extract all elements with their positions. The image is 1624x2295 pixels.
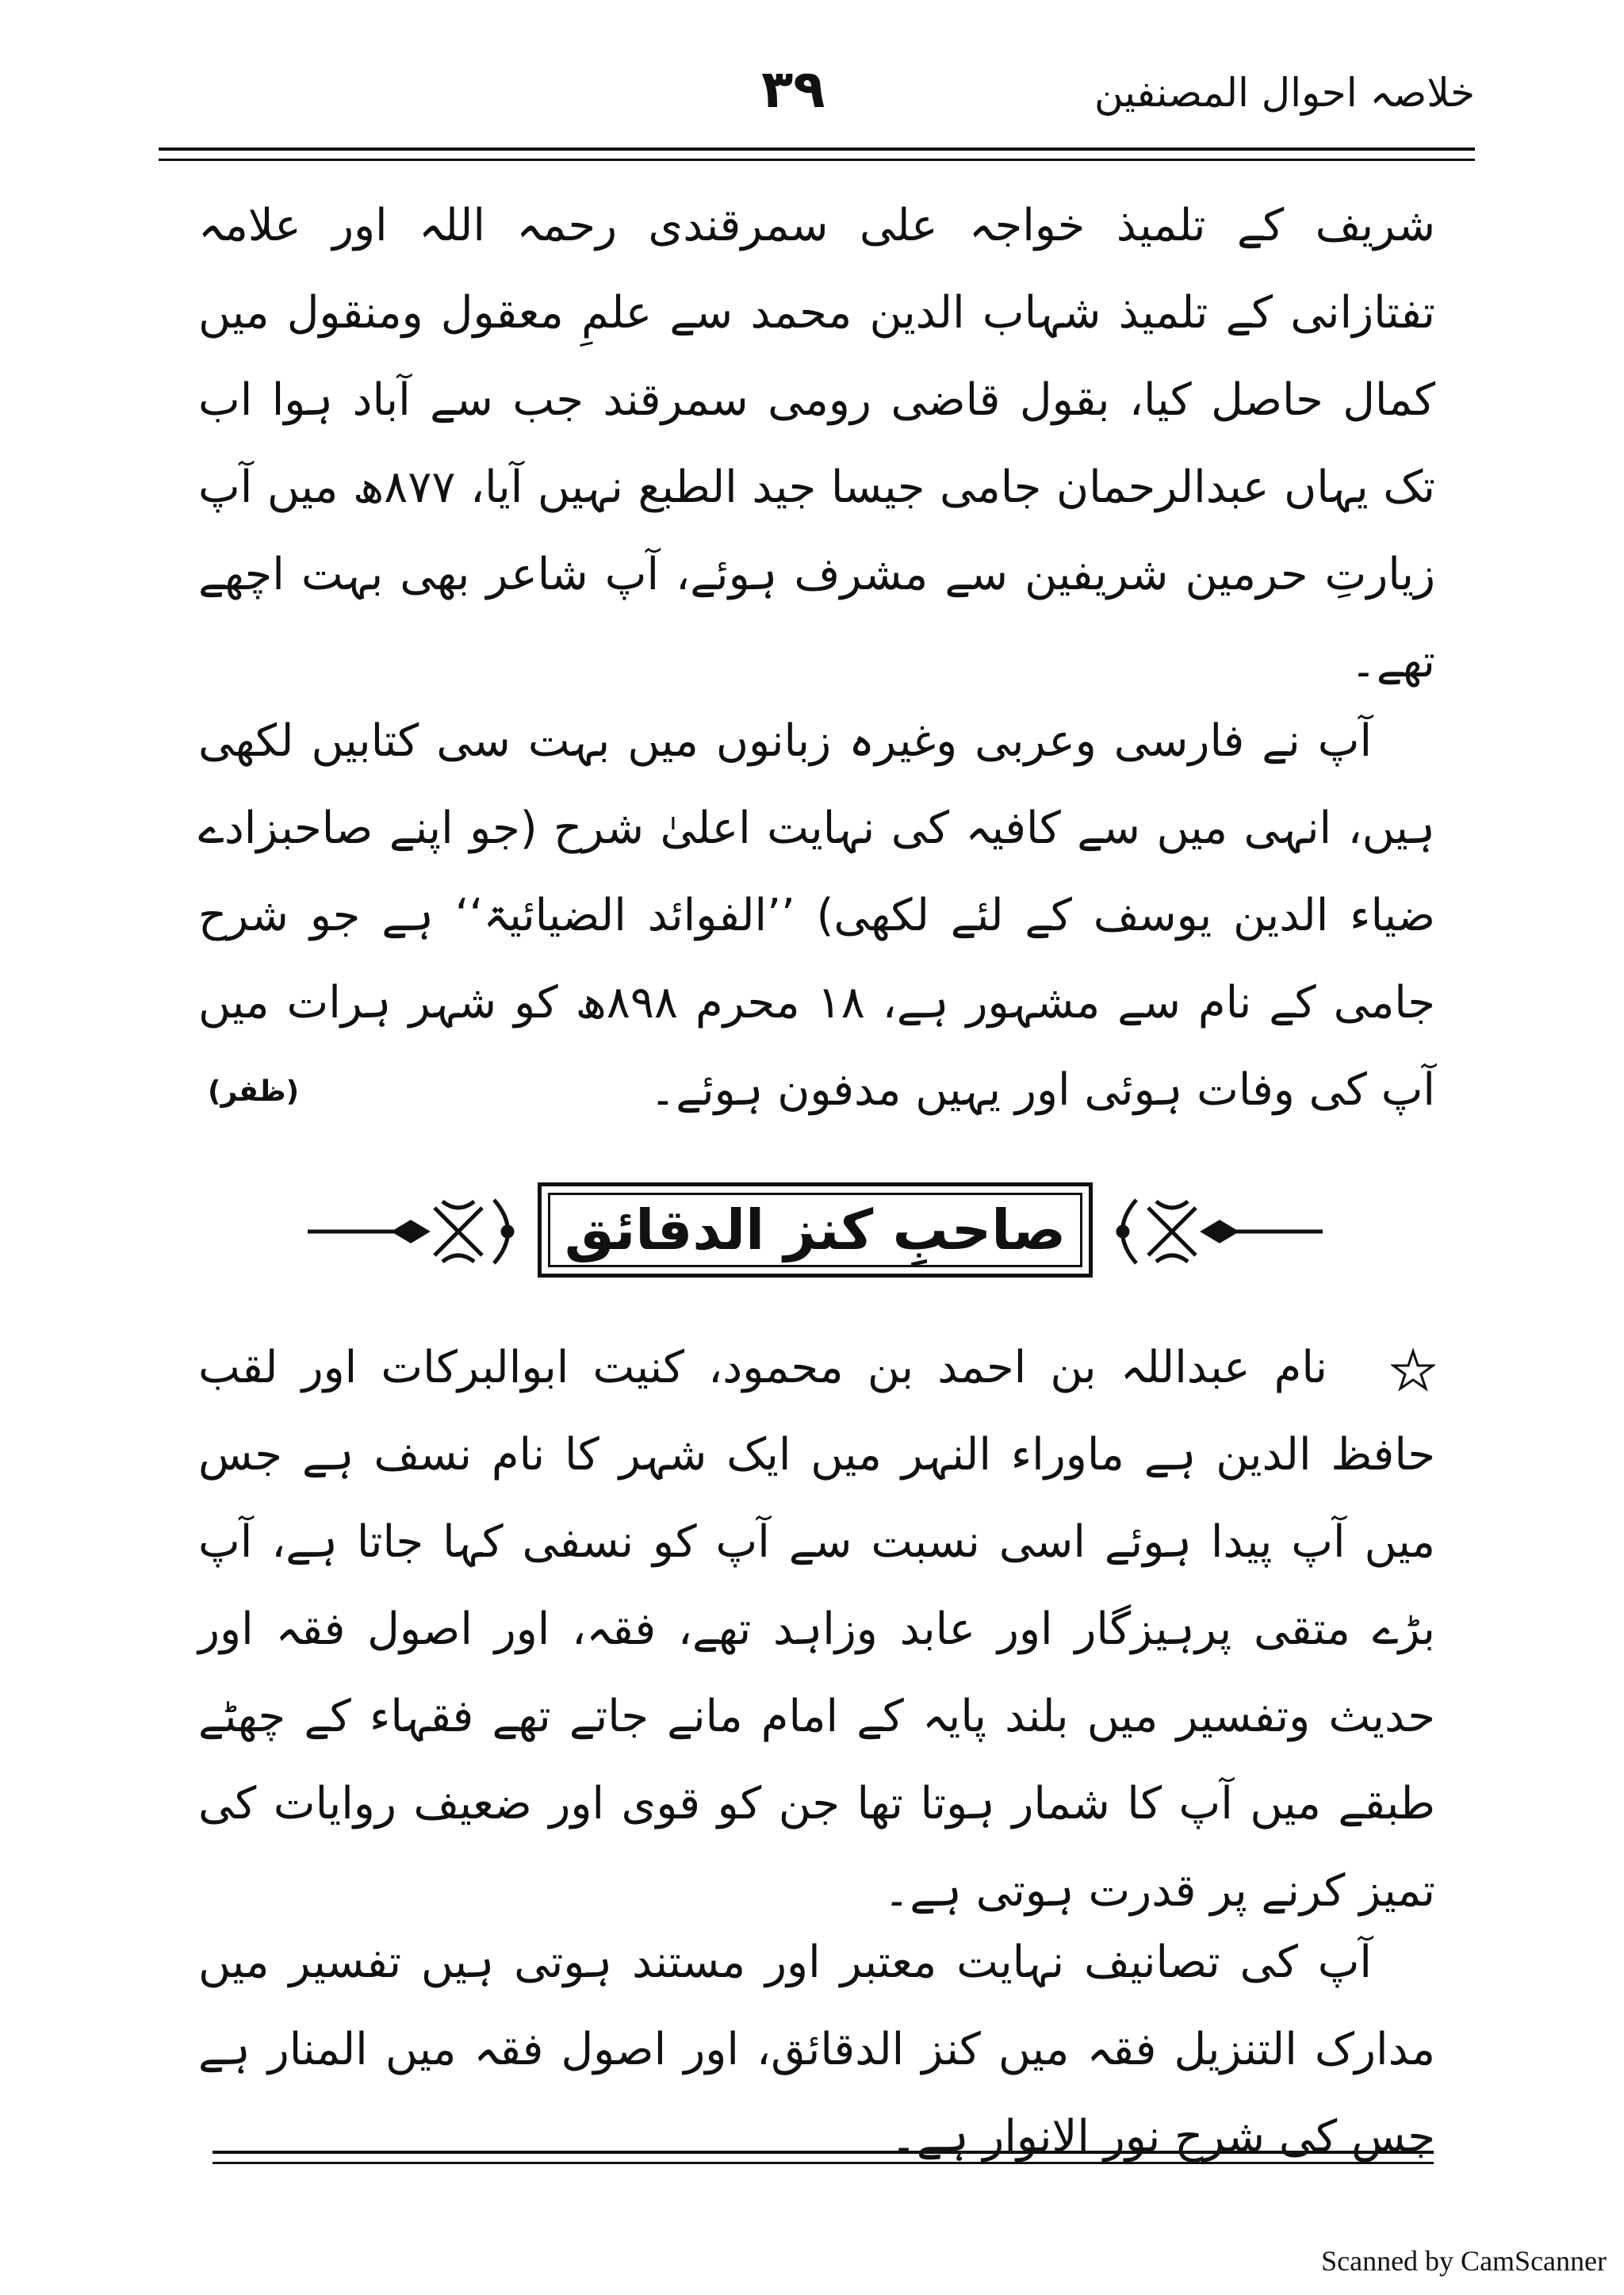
paragraph: آپ نے فارسی وعربی وغیرہ زبانوں میں بہت سی کتابیں لکھی ہیں، انہی میں سے کافیہ کی نہایت اعلیٰ شرح (جو اپنے صاحبزادے ضیاء الدین یوسف کے لئے لکھی) ’’الفوائد الضیائیۃ‘‘ ہے جو شرح جامی کے نام سے مشہور ہے، ۱۸ محرم ۸۹۸ھ کو شہر ہرات میں آپ کی وفات ہوئی اور یہیں مدفون ہوئے۔ [198,715,1435,1116]
section-heading-frame [538,1182,1093,1278]
header-rule-top [159,148,1475,151]
page-header [159,56,1475,143]
ornament-right [1101,1192,1331,1271]
source-note: (ظفر) [208,1075,300,1108]
paragraph-text: نام عبداللہ بن احمد بن محمود، کنیت ابوالبرکات اور لقب حافظ الدین ہے ماوراء النہر میں ایک شہر کا نام نسف ہے جس میں آپ پیدا ہوئے اسی نسبت سے آپ کو نسفی کہا جاتا ہے، آپ بڑے متقی پرہیزگار اور عابد وزاہد تھے، فقہ، اور اصول فقہ اور حدیث وتفسیر میں بلند پایہ کے امام مانے جاتے تھے فقہاء کے چھٹے طبقے میں آپ کا شمار ہوتا تھا جن کو قوی اور ضعیف روایات کی تمیز کرنے پر قدرت ہوتی ہے۔ [198,1342,1435,1917]
header-rule-bottom [159,159,1475,161]
section-heading-text: صاحبِ کنز الدقائق [564,1197,1067,1262]
paragraph: شریف کے تلمیذ خواجہ علی سمرقندی رحمہ اللہ اور علامہ تفتازانی کے تلمیذ شہاب الدین محمد سے علمِ معقول ومنقول میں کمال حاصل کیا، بقول قاضی رومی سمرقند جب سے آباد ہوا اب تک یہاں عبدالرحمان جامی جیسا جید الطبع نہیں آیا، ۸۷۷ھ میں آپ زیارتِ حرمین شریفین سے مشرف ہوئے، آپ شاعر بھی بہت اچھے تھے۔ [198,200,1435,688]
page-number: ۳۹ [761,59,825,120]
running-title: خلاصہ احوال المصنفین [1094,70,1475,116]
scanner-credit: Scanned by CamScanner [1321,2245,1607,2277]
paragraph-with-bullet [198,1324,1435,1935]
star-icon [1391,1348,1435,1393]
footer-rule-bottom [213,2162,1434,2164]
footer-rule-top [213,2151,1434,2154]
section-heading [300,1168,1331,1303]
paragraph: آپ کی تصانیف نہایت معتبر اور مستند ہوتی ہیں تفسیر میں مدارک التنزیل فقہ میں کنز الدقائق، اور اصول فقہ میں المنار ہے جس کی شرح نور الانوار ہے۔ [198,1937,1435,2163]
ornament-left [300,1192,530,1271]
